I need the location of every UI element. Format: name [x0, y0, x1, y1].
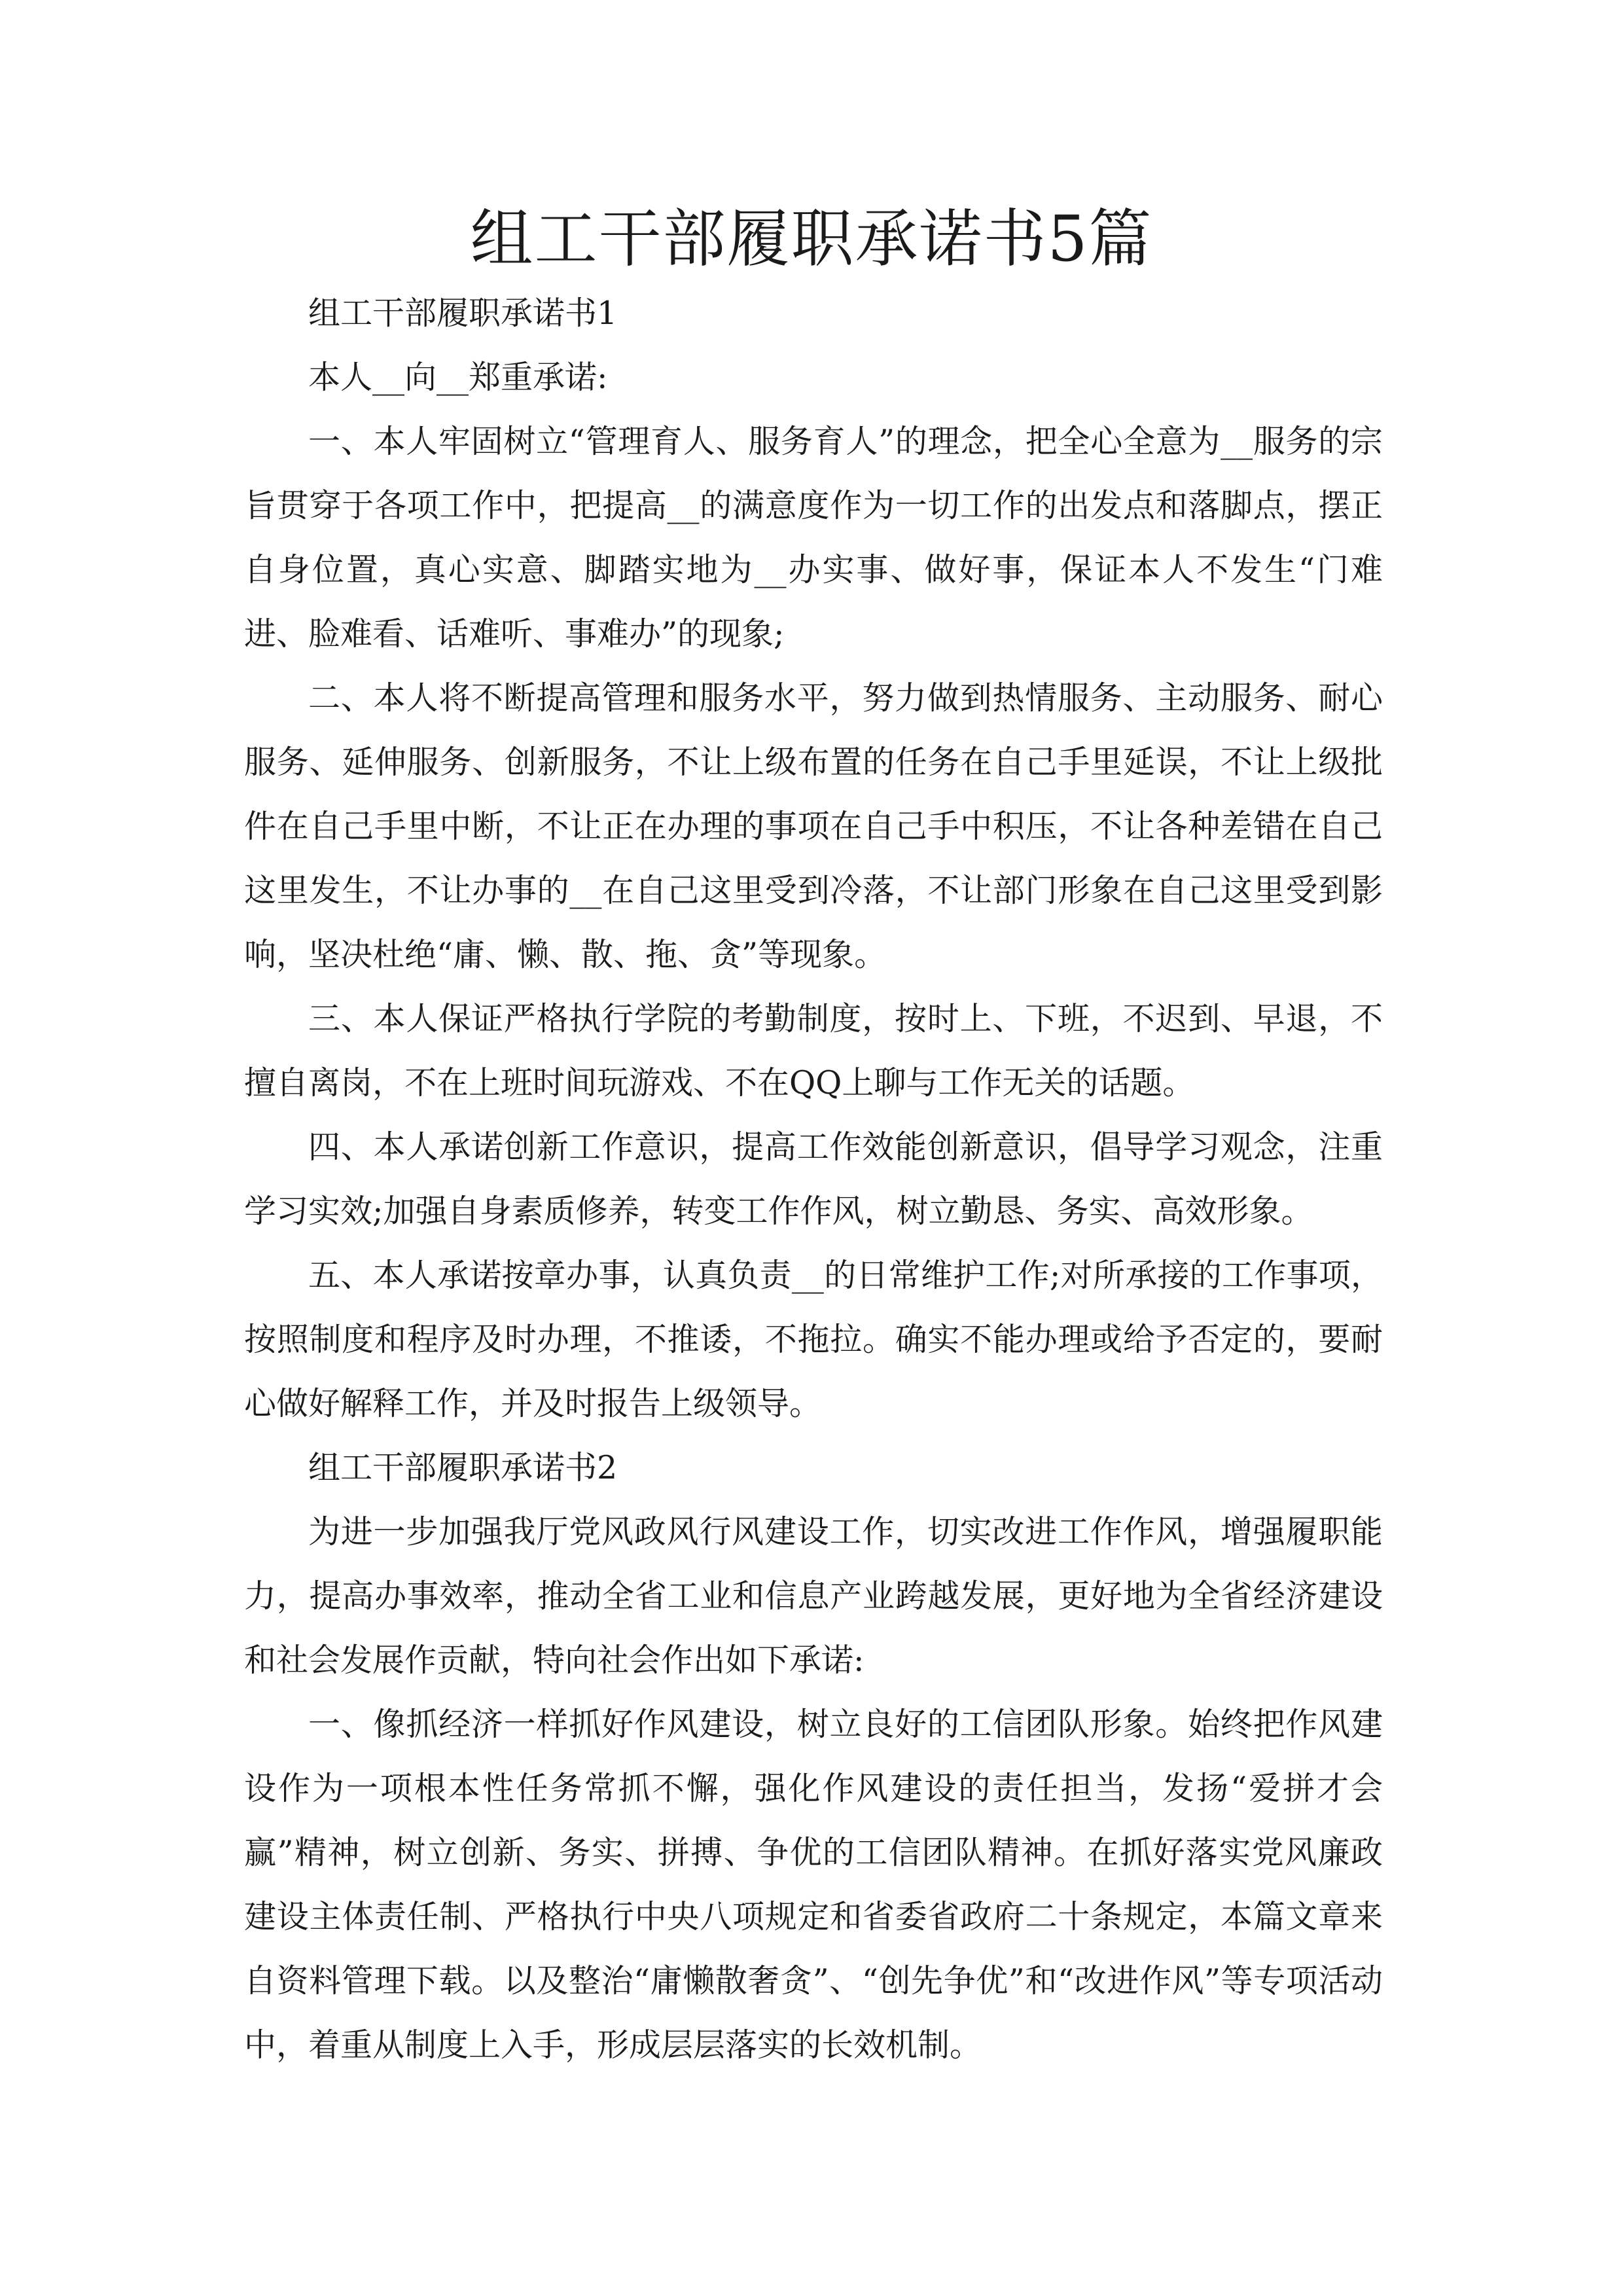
paragraph: 本人__向__郑重承诺: — [308, 359, 608, 396]
paragraph: 四、本人承诺创新工作意识，提高工作效能创新意识，倡导学习观念，注重学习实效;加强自身素质修养，转变工作作风，树立勤恳、务实、高效形象。 — [244, 1128, 1383, 1230]
paragraph: 一、本人牢固树立“管理育人、服务育人”的理念，把全心全意为__服务的宗旨贯穿于各项工作中，把提高__的满意度作为一切工作的出发点和落脚点，摆正自身位置，真心实意、脚踏实地为__办实事、做好事，保证本人不发生“门难进、脸难看、话难听、事难办”的现象; — [244, 423, 1383, 653]
paragraph: 二、本人将不断提高管理和服务水平，努力做到热情服务、主动服务、耐心服务、延伸服务、创新服务，不让上级布置的任务在自己手里延误，不让上级批件在自己手里中断，不让正在办理的事项在自己手中积压，不让各种差错在自己这里发生，不让办事的__在自己这里受到冷落，不让部门形象在自己这里受到影响，坚决杜绝“庸、懒、散、拖、贪”等现象。 — [244, 679, 1383, 973]
document-title: 组工干部履职承诺书5篇 — [470, 202, 1153, 276]
section-heading-1: 组工干部履职承诺书1 — [308, 295, 618, 332]
paragraph: 为进一步加强我厅党风政风行风建设工作，切实改进工作作风，增强履职能力，提高办事效率，推动全省工业和信息产业跨越发展，更好地为全省经济建设和社会发展作贡献，特向社会作出如下承诺: — [244, 1513, 1383, 1679]
document-body — [244, 281, 1383, 2077]
paragraph: 三、本人保证严格执行学院的考勤制度，按时上、下班，不迟到、早退，不擅自离岗，不在上班时间玩游戏、不在QQ上聊与工作无关的话题。 — [244, 1000, 1383, 1102]
paragraph: 一、像抓经济一样抓好作风建设，树立良好的工信团队形象。始终把作风建设作为一项根本性任务常抓不懈，强化作风建设的责任担当，发扬“爱拼才会赢”精神，树立创新、务实、拼搏、争优的工信团队精神。在抓好落实党风廉政建设主体责任制、严格执行中央八项规定和省委省政府二十条规定，本篇文章来自资料管理下载。以及整治“庸懒散奢贪”、“创先争优”和“改进作风”等专项活动中，着重从制度上入手，形成层层落实的长效机制。 — [244, 1706, 1383, 2064]
section-heading-2: 组工干部履职承诺书2 — [308, 1449, 618, 1486]
paragraph: 五、本人承诺按章办事，认真负责__的日常维护工作;对所承接的工作事项，按照制度和程序及时办理，不推诿，不拖拉。确实不能办理或给予否定的，要耐心做好解释工作，并及时报告上级领导。 — [244, 1257, 1383, 1422]
